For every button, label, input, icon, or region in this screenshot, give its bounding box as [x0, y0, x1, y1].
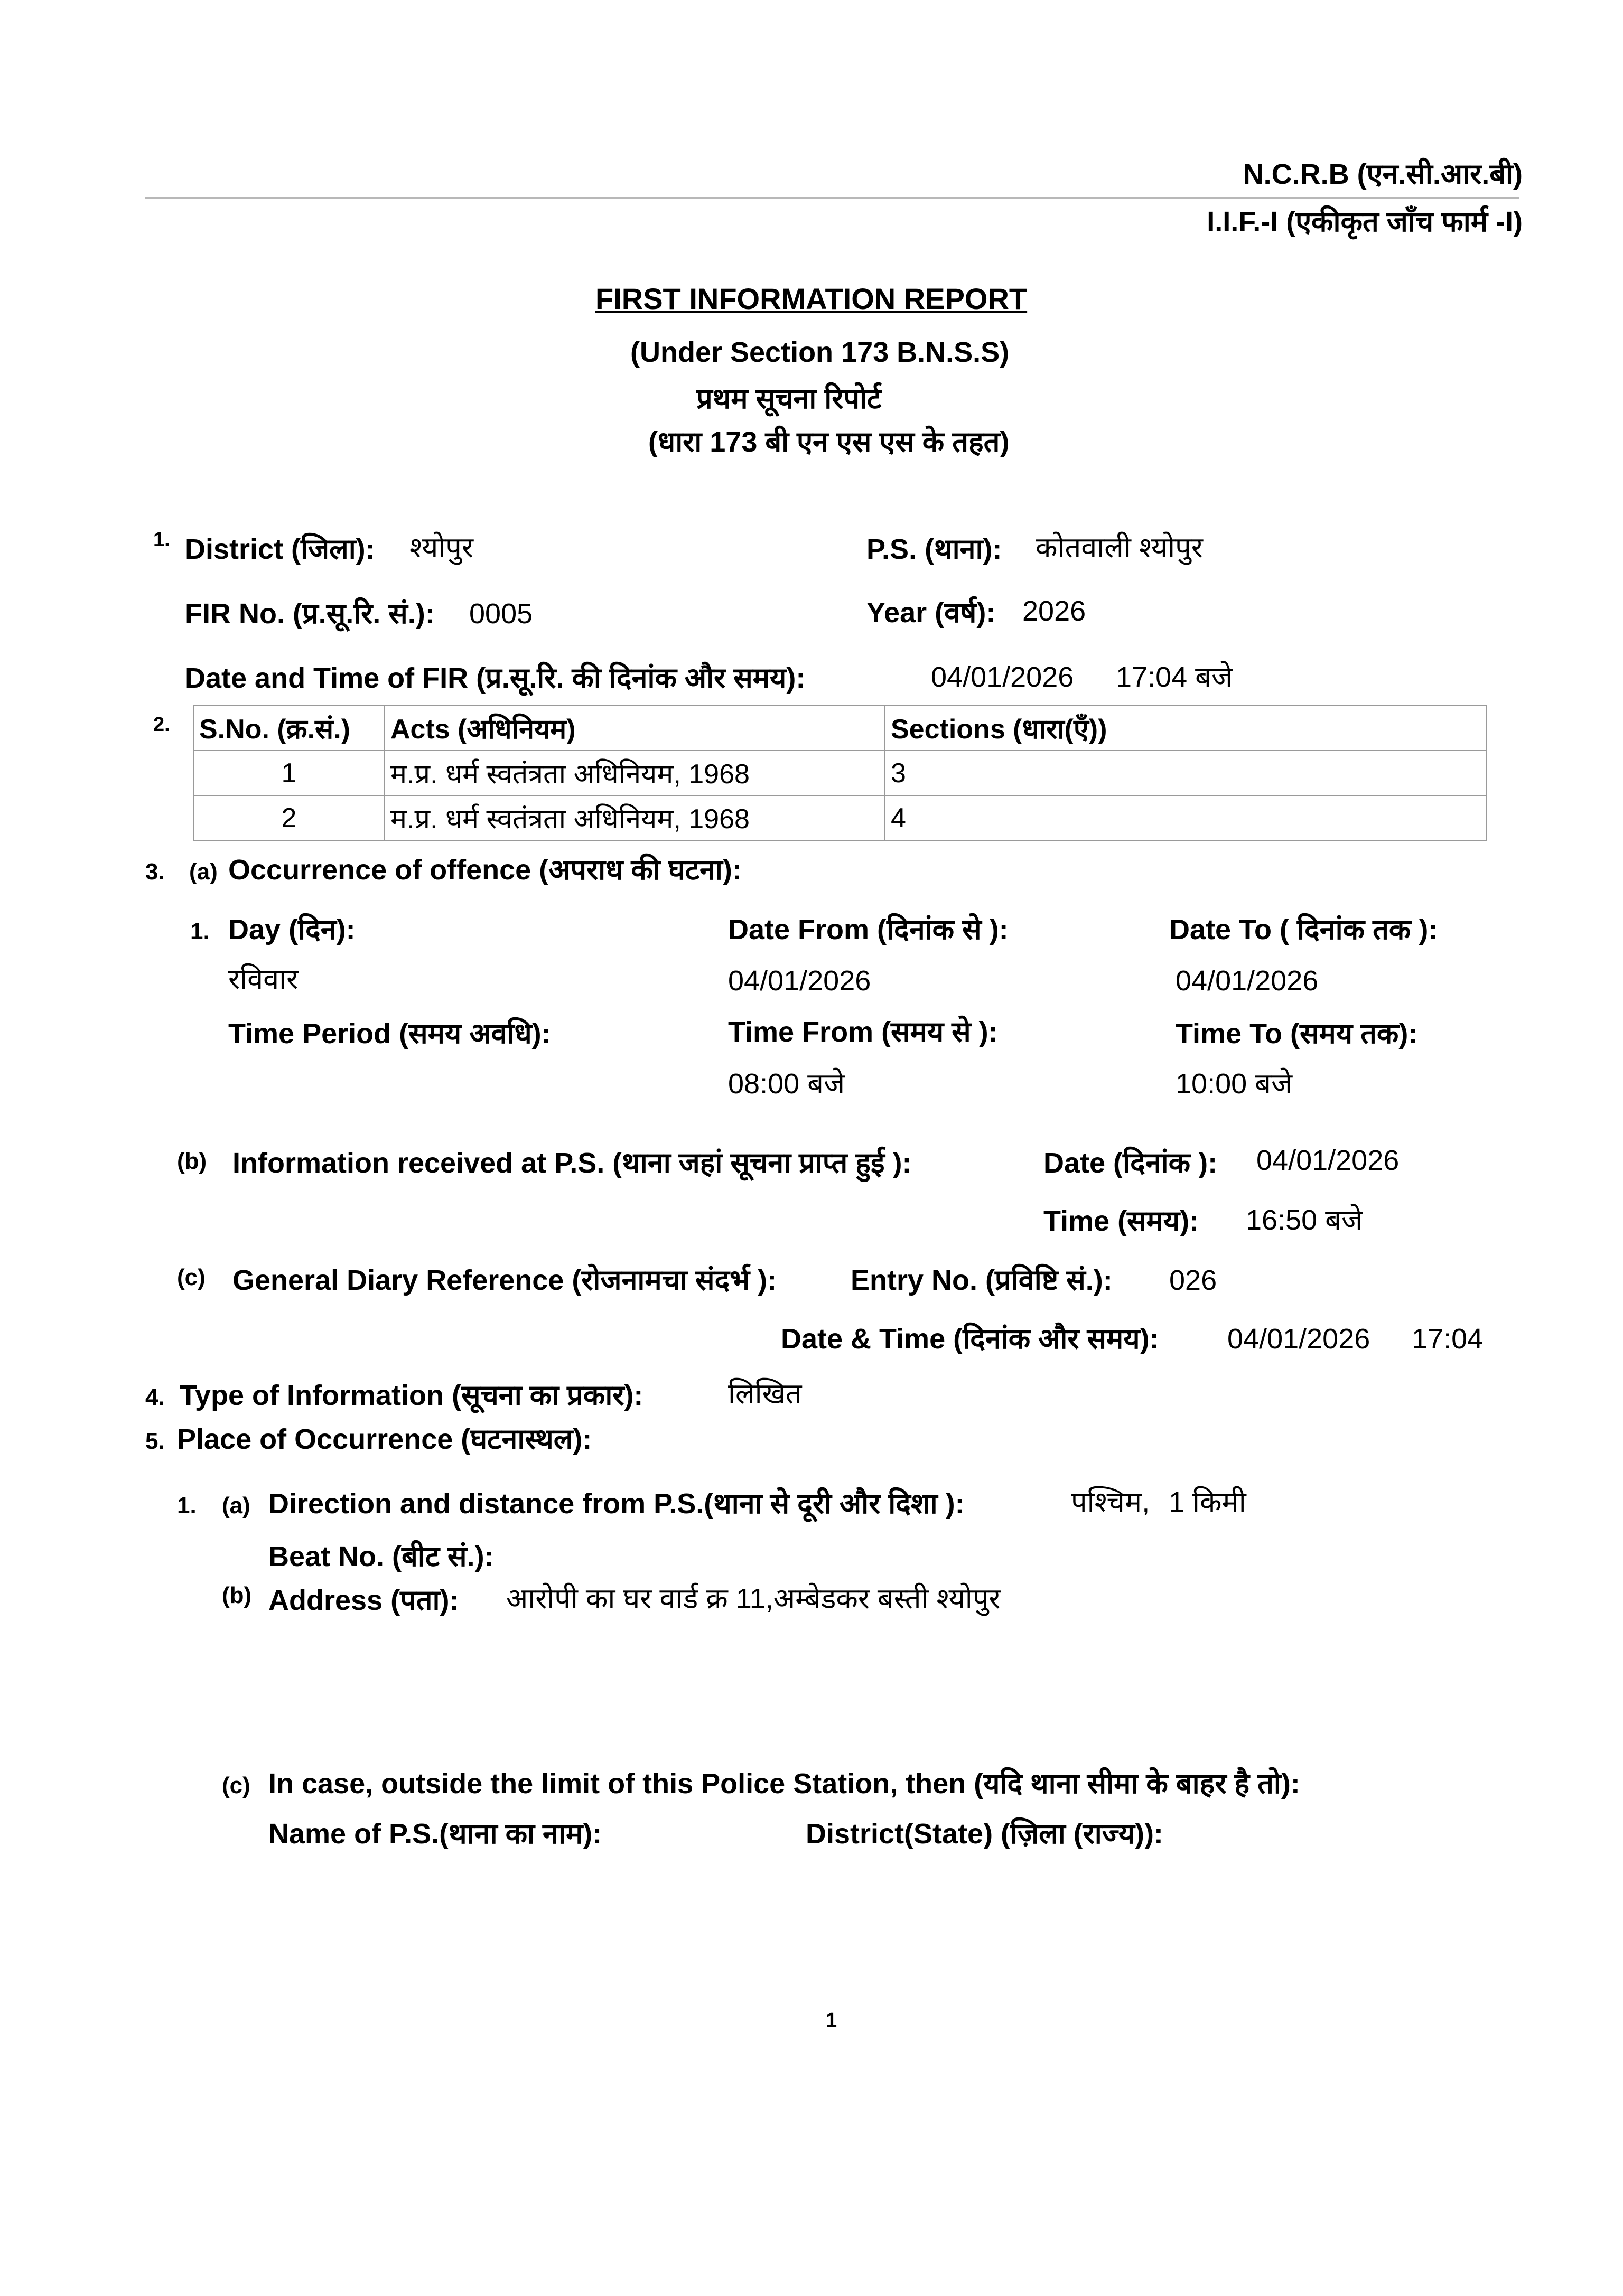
entry-no-value: 026	[1169, 1264, 1217, 1296]
hindi-title: प्रथम सूचना रिपोर्ट	[696, 383, 882, 415]
acts-cell-act: म.प्र. धर्म स्वतंत्रता अधिनियम, 1968	[385, 751, 885, 795]
table-row	[193, 795, 1487, 840]
time-from-label: Time From (समय से ):	[728, 1016, 998, 1048]
acts-header-sno: S.No. (क्र.सं.)	[193, 706, 385, 751]
date-from-value: 04/01/2026	[728, 965, 871, 997]
page-number: 1	[826, 2009, 837, 2031]
acts-cell-sno: 1	[193, 751, 385, 795]
year-value: 2026	[1022, 595, 1086, 627]
section-3b-label: (b)	[177, 1148, 207, 1174]
diary-date-value: 04/01/2026	[1227, 1323, 1370, 1355]
district-state-label: District(State) (ज़िला (राज्य)):	[806, 1818, 1163, 1850]
table-row	[193, 751, 1487, 795]
info-date-label: Date (दिनांक ):	[1043, 1147, 1218, 1179]
info-time-label: Time (समय):	[1043, 1205, 1199, 1237]
iif-header: I.I.F.-I (एकीकृत जाँच फार्म -I)	[1207, 206, 1523, 238]
info-date-value: 04/01/2026	[1256, 1145, 1400, 1176]
acts-table-header	[193, 706, 1487, 751]
acts-cell-act: म.प्र. धर्म स्वतंत्रता अधिनियम, 1968	[385, 795, 885, 840]
place-sub-number: 1.	[177, 1493, 197, 1519]
section-4-number: 4.	[145, 1384, 165, 1410]
occurrence-sub-number: 1.	[190, 919, 210, 944]
ps-value: कोतवाली श्योपुर	[1036, 532, 1203, 564]
district-label: District (जिला):	[185, 533, 375, 565]
date-to-label: Date To ( दिनांक तक ):	[1169, 914, 1438, 945]
section-5b-label: (b)	[222, 1582, 252, 1608]
occurrence-title: Occurrence of offence (अपराध की घटना):	[228, 854, 742, 886]
acts-header-sections: Sections (धारा(एँ))	[885, 706, 1487, 751]
acts-cell-sno: 2	[193, 795, 385, 840]
under-section: (Under Section 173 B.N.S.S)	[630, 336, 1010, 368]
section-5a-label: (a)	[222, 1493, 250, 1519]
entry-no-label: Entry No. (प्रविष्टि सं.):	[851, 1264, 1113, 1296]
fir-time-value: 17:04 बजे	[1116, 661, 1233, 693]
district-value: श्योपुर	[409, 532, 474, 564]
section-5-number: 5.	[145, 1428, 165, 1454]
address-value: आरोपी का घर वार्ड क्र 11,अम्बेडकर बस्ती श्योपुर	[506, 1583, 1001, 1615]
diary-reference-title: General Diary Reference (रोजनामचा संदर्भ ):	[232, 1264, 777, 1296]
section-5c-label: (c)	[222, 1773, 250, 1798]
fir-date-value: 04/01/2026	[931, 661, 1074, 693]
header-divider	[145, 197, 1519, 199]
info-type-label: Type of Information (सूचना का प्रकार):	[180, 1380, 643, 1411]
fir-value: 0005	[469, 598, 533, 630]
diary-time-value: 17:04	[1412, 1323, 1484, 1355]
section-3-number: 3.	[145, 859, 165, 885]
section-3c-label: (c)	[177, 1264, 206, 1290]
hindi-section: (धारा 173 बी एन एस एस के तहत)	[648, 426, 1010, 458]
distance-value: 1 किमी	[1169, 1486, 1246, 1518]
fir-datetime-label: Date and Time of FIR (प्र.सू.रि. की दिनांक और समय):	[185, 662, 806, 694]
year-label: Year (वर्ष):	[866, 597, 996, 629]
beat-no-label: Beat No. (बीट सं.):	[268, 1541, 494, 1572]
time-to-label: Time To (समय तक):	[1176, 1018, 1418, 1049]
fir-label: FIR No. (प्र.सू.रि. सं.):	[185, 598, 435, 630]
section-3a-label: (a)	[189, 859, 218, 885]
acts-cell-section: 3	[885, 751, 1487, 795]
info-type-value: लिखित	[728, 1378, 802, 1410]
acts-table	[193, 705, 1487, 841]
acts-cell-section: 4	[885, 795, 1487, 840]
section-1-number: 1.	[153, 529, 170, 551]
address-label: Address (पता):	[268, 1585, 459, 1616]
info-time-value: 16:50 बजे	[1246, 1204, 1363, 1236]
direction-value: पश्चिम,	[1071, 1486, 1150, 1518]
place-of-occurrence-label: Place of Occurrence (घटनास्थल):	[177, 1423, 592, 1455]
diary-datetime-label: Date & Time (दिनांक और समय):	[781, 1323, 1159, 1355]
page-title: FIRST INFORMATION REPORT	[595, 282, 1028, 315]
day-value: रविवार	[228, 963, 299, 995]
section-2-number: 2.	[153, 714, 170, 736]
date-to-value: 04/01/2026	[1176, 965, 1319, 997]
direction-label: Direction and distance from P.S.(थाना से दूरी और दिशा ):	[268, 1488, 965, 1520]
time-to-value: 10:00 बजे	[1176, 1068, 1293, 1100]
info-received-title: Information received at P.S. (थाना जहां सूचना प्राप्त हुई ):	[232, 1147, 912, 1179]
acts-header-acts: Acts (अधिनियम)	[385, 706, 885, 751]
time-from-value: 08:00 बजे	[728, 1068, 845, 1100]
day-label: Day (दिन):	[228, 914, 356, 945]
ps-name-label: Name of P.S.(थाना का नाम):	[268, 1818, 602, 1850]
time-period-label: Time Period (समय अवधि):	[228, 1018, 551, 1049]
outside-limit-label: In case, outside the limit of this Police Station, then (यदि थाना सीमा के बाहर है तो):	[268, 1768, 1300, 1800]
ps-label: P.S. (थाना):	[866, 533, 1002, 565]
date-from-label: Date From (दिनांक से ):	[728, 914, 1009, 945]
ncrb-header: N.C.R.B (एन.सी.आर.बी)	[1243, 158, 1523, 190]
